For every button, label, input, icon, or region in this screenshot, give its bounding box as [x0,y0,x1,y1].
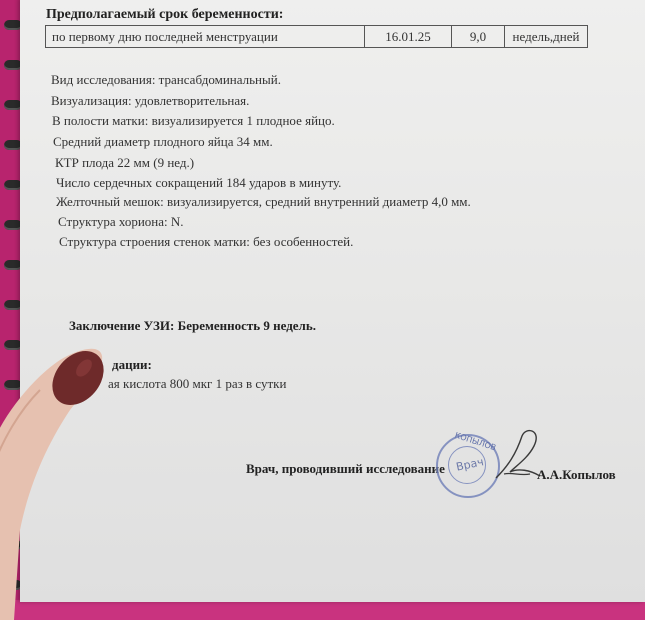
sac-diameter-line: Средний диаметр плодного яйца 34 мм. [53,134,273,149]
term-method-cell: по первому дню последней менструации [46,26,365,48]
recommendations-heading: дации: [112,357,152,372]
doctor-label: Врач, проводивший исследование [246,461,445,476]
visualization-line: Визуализация: удовлетворительная. [51,93,250,108]
exam-type-line: Вид исследования: трансабдоминальный. [51,72,281,87]
heart-rate-line: Число сердечных сокращений 184 ударов в минуту. [56,175,342,190]
uterine-wall-line: Структура строения стенок матки: без особенностей. [59,234,354,249]
doctor-name: А.А.Копылов [537,467,616,482]
gestation-title: Предполагаемый срок беременности: [46,7,284,22]
conclusion-line: Заключение УЗИ: Беременность 9 недель. [69,318,316,333]
recommendation-line: ая кислота 800 мкг 1 раз в сутки [108,376,287,391]
yolk-sac-line: Желточный мешок: визуализируется, средний внутренний диаметр 4,0 мм. [56,194,471,209]
gestation-term-table [45,25,588,48]
table-row [46,26,588,48]
stamp-ring-text: КОПЫЛОВ [453,430,498,453]
finger-holding-page [0,330,130,620]
crl-line: КТР плода 22 мм (9 нед.) [55,155,195,170]
uterus-cavity-line: В полости матки: визуализируется 1 плодное яйцо. [52,113,335,128]
term-date-cell: 16.01.25 [365,26,452,48]
term-unit-cell: недель,дней [505,26,588,48]
chorion-line: Структура хориона: N. [58,214,184,229]
stamp-text: Врач [454,455,485,474]
term-value-cell: 9,0 [452,26,505,48]
